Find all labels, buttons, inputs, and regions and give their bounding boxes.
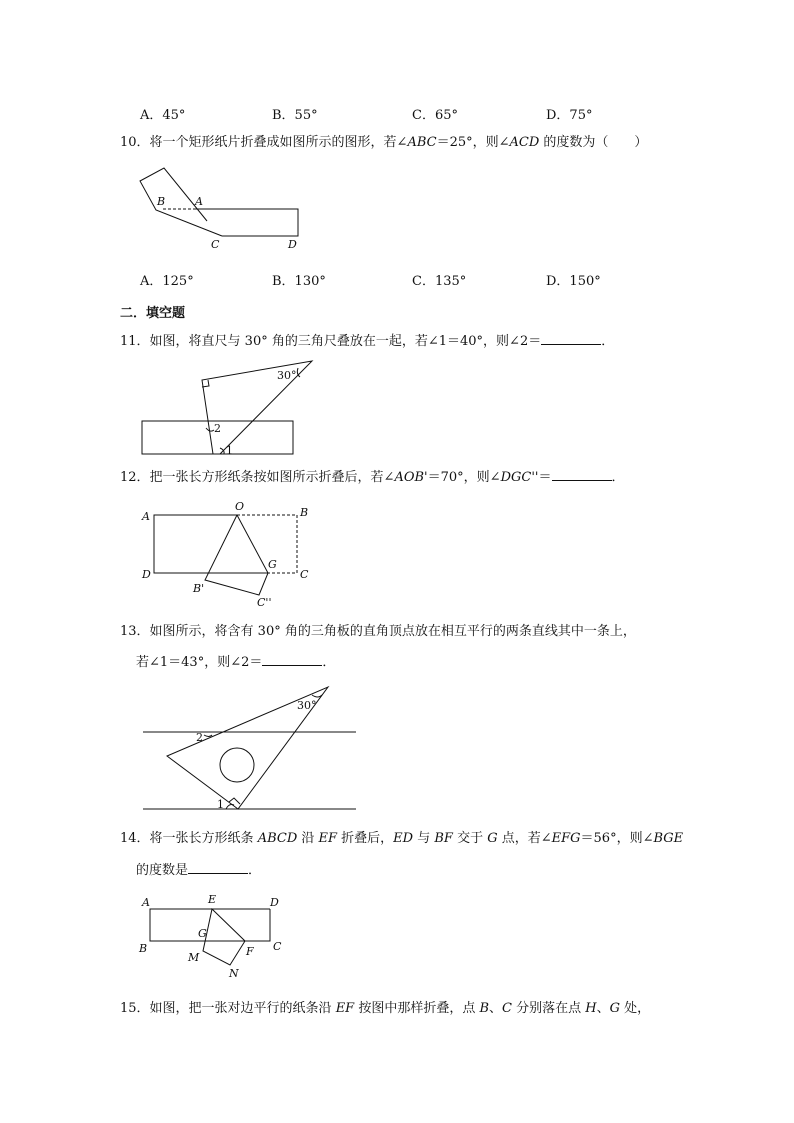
q14-var-g: G (487, 831, 498, 846)
q14-label-g: G (198, 927, 207, 940)
q11-label-1: 1 (226, 444, 233, 457)
q15-var-c: C (502, 1001, 512, 1016)
q12-label-b: B (300, 506, 309, 519)
q15-text-b: 按图中那样折叠，点 (354, 1001, 480, 1016)
q14-end: ． (248, 863, 262, 878)
q13-end: ． (322, 655, 336, 670)
q14-label-m: M (188, 951, 200, 964)
q10-option-a: A．125° (140, 274, 194, 289)
q12-text-b: ＝70°，则∠ (427, 470, 501, 485)
q11-end: ． (601, 334, 615, 349)
q15-text-c: 、 (489, 1001, 503, 1016)
q10-label-d: D (288, 238, 297, 251)
q12-label-o: O (235, 500, 245, 513)
q15-text-a: 如图，把一张对边平行的纸条沿 (149, 1001, 336, 1016)
q14-var-bge: BGE (653, 831, 684, 846)
q12-var-dgc: DGC'' (500, 470, 539, 485)
q14-var-ef: EF (318, 831, 338, 846)
q12-label-a: A (142, 510, 150, 523)
q14-var-abcd: ABCD (257, 831, 298, 846)
section-fill-in-title: 二．填空题 (120, 306, 186, 321)
q10-text-c: 的度数为（ ） (539, 135, 648, 150)
q15-var-g: G (609, 1001, 621, 1016)
q15-text-d: 分别落在点 (512, 1001, 586, 1016)
q14-label-b: B (139, 942, 148, 955)
q14-var-ed: ED (393, 831, 414, 846)
q9-option-b: B．55° (272, 108, 318, 123)
q10-option-c: C．135° (412, 274, 467, 289)
q9-option-c: C．65° (412, 108, 458, 123)
q13-text-2: 若∠1＝43°，则∠2＝ (136, 655, 263, 670)
q12-label-g: G (268, 558, 277, 571)
q15-number: 15． (120, 1001, 150, 1016)
q11-label-2: 2 (214, 422, 221, 435)
q12-label-c: C (300, 568, 309, 581)
q13-text-1: 如图所示，将含有 30° 角的三角板的直角顶点放在相互平行的两条直线其中一条上， (149, 624, 636, 639)
q10-label-c: C (211, 238, 220, 251)
q14-label-f: F (246, 945, 254, 958)
q14-text-2: 的度数是 (136, 863, 189, 878)
q12-label-c-double-prime: C'' (257, 596, 272, 609)
q10-number: 10． (120, 135, 150, 150)
q11-number: 11． (120, 334, 150, 349)
q12-text-a: 把一张长方形纸条按如图所示折叠后，若∠ (149, 470, 395, 485)
q11-label-30deg: 30° (277, 369, 297, 382)
q11-text: 如图，将直尺与 30° 角的三角尺叠放在一起，若∠1＝40°，则∠2＝ (149, 334, 542, 349)
q15-var-h: H (585, 1001, 597, 1016)
q12-number: 12． (120, 470, 150, 485)
q14-text-b: 沿 (297, 831, 319, 846)
q14-var-bf: BF (434, 831, 453, 846)
q12-label-b-prime: B' (193, 582, 205, 595)
q12-label-d: D (142, 568, 151, 581)
q14-label-d: D (270, 896, 279, 909)
q13-number: 13． (120, 624, 150, 639)
q14-text-a: 将一张长方形纸条 (149, 831, 258, 846)
q15-var-ef: EF (335, 1001, 355, 1016)
q9-option-d: D．75° (546, 108, 593, 123)
q10-option-b: B．130° (272, 274, 326, 289)
q12-end: ． (611, 470, 625, 485)
q14-text-g: ＝56°，则∠ (580, 831, 654, 846)
q14-number: 14． (120, 831, 150, 846)
q10-option-d: D．150° (546, 274, 601, 289)
q14-label-a: A (142, 896, 150, 909)
q10-var-acd: ACD (509, 135, 540, 150)
q10-text-a: 将一个矩形纸片折叠成如图所示的图形，若∠ (149, 135, 408, 150)
q15-text-e: 、 (596, 1001, 610, 1016)
q13-label-1: 1 (217, 798, 224, 811)
q14-label-n: N (229, 967, 239, 980)
q15-var-b: B (479, 1001, 490, 1016)
q14-text-e: 交于 (452, 831, 488, 846)
q14-var-efg: EFG (551, 831, 581, 846)
q14-text-c: 折叠后， (337, 831, 394, 846)
q14-label-e: E (208, 893, 217, 906)
q10-label-b: B (157, 195, 166, 208)
q14-label-c: C (273, 940, 282, 953)
q12-text-c: ＝ (538, 470, 552, 485)
q14-text-f: 点，若∠ (497, 831, 552, 846)
q9-option-a: A．45° (140, 108, 186, 123)
q10-label-a: A (195, 195, 203, 208)
q14-text-d: 与 (413, 831, 435, 846)
q10-text-b: ＝25°，则∠ (436, 135, 510, 150)
q15-text-f: 处， (620, 1001, 651, 1016)
q12-var-aob: AOB' (394, 470, 428, 485)
q13-label-30deg: 30° (297, 699, 317, 712)
q10-var-abc: ABC (407, 135, 437, 150)
q15-stem (120, 1001, 650, 1017)
q13-label-2: 2 (196, 731, 203, 744)
